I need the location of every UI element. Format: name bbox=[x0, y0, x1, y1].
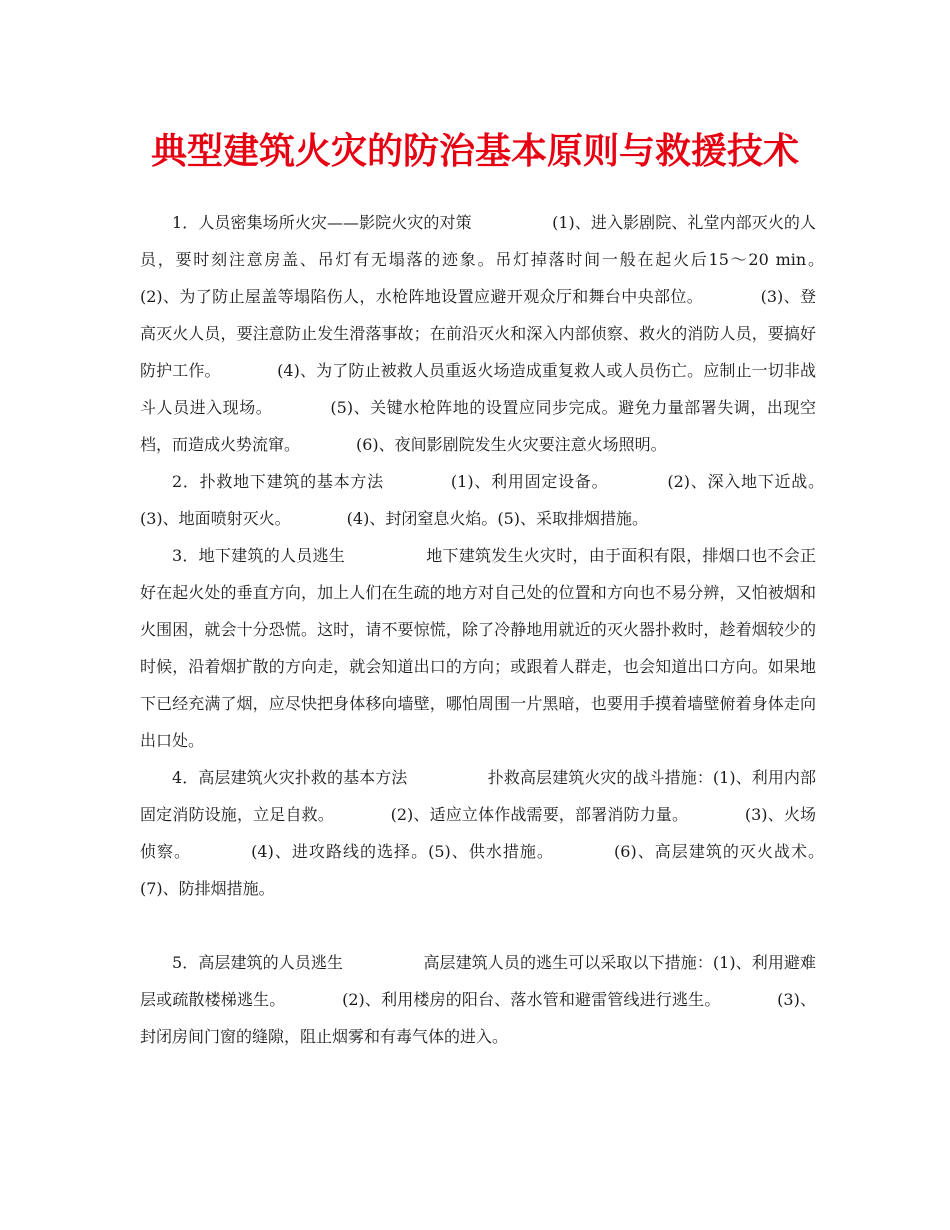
paragraph-underground-firefighting: 2．扑救地下建筑的基本方法 (1)、利用固定设备。 (2)、深入地下近战。 (3)、地面喷射灭火。 (4)、封闭窒息火焰。(5)、采取排烟措施。 bbox=[140, 472, 881, 528]
paragraph-highrise-escape: 5．高层建筑的人员逃生 高层建筑人员的逃生可以采取以下措施：(1)、利用避难层或疏散楼梯逃生。 (2)、利用楼房的阳台、落水管和避雷管线进行逃生。 (3)、封闭房间门窗的缝隙，阻止烟雾和有毒气体的进入。 bbox=[140, 953, 816, 1046]
paragraph-cinema-fire: 1．人员密集场所火灾——影院火灾的对策 (1)、进入影剧院、礼堂内部灭火的人员，要时刻注意房盖、吊灯有无塌落的迹象。吊灯掉落时间一般在起火后15～20 min。 (2)、为了防止屋盖等塌陷伤人，水枪阵地设置应避开观众厅和舞台中央部位。 (3)、登高灭火人员，要注意防止发生滑落事故；在前沿灭火和深入内部侦察、救火的消防人员，要搞好防护工作。 (4)、为了防止被救人员重返火场造成重复救人或人员伤亡。应制止一切非战斗人员进入现场。 (5)、关键水枪阵地的设置应同步完成。避免力量部署失调，出现空档，而造成火势流窜。 (6)、夜间影剧院发生火灾要注意火场照明。 bbox=[140, 213, 881, 454]
paragraph-spacer bbox=[140, 907, 816, 944]
document-body bbox=[140, 204, 881, 1055]
paragraph-highrise-firefighting: 4．高层建筑火灾扑救的基本方法 扑救高层建筑火灾的战斗措施：(1)、利用内部固定消防设施，立足自救。 (2)、适应立体作战需要，部署消防力量。 (3)、火场侦察。 (4)、进攻路线的选择。(5)、供水措施。 (6)、高层建筑的灭火战术。 (7)、防排烟措施。 bbox=[140, 768, 881, 898]
paragraph-underground-escape: 3．地下建筑的人员逃生 地下建筑发生火灾时，由于面积有限，排烟口也不会正好在起火处的垂直方向，加上人们在生疏的地方对自己处的位置和方向也不易分辨，又怕被烟和火围困，就会十分恐慌。这时，请不要惊慌，除了冷静地用就近的灭火器扑救时，趁着烟较少的时候，沿着烟扩散的方向走，就会知道出口的方向；或跟着人群走，也会知道出口方向。如果地下已经充满了烟，应尽快把身体移向墙壁，哪怕周围一片黑暗，也要用手摸着墙壁俯着身体走向出口处。 bbox=[140, 546, 816, 750]
page-title: 典型建筑火灾的防治基本原则与救援技术 bbox=[150, 130, 799, 172]
